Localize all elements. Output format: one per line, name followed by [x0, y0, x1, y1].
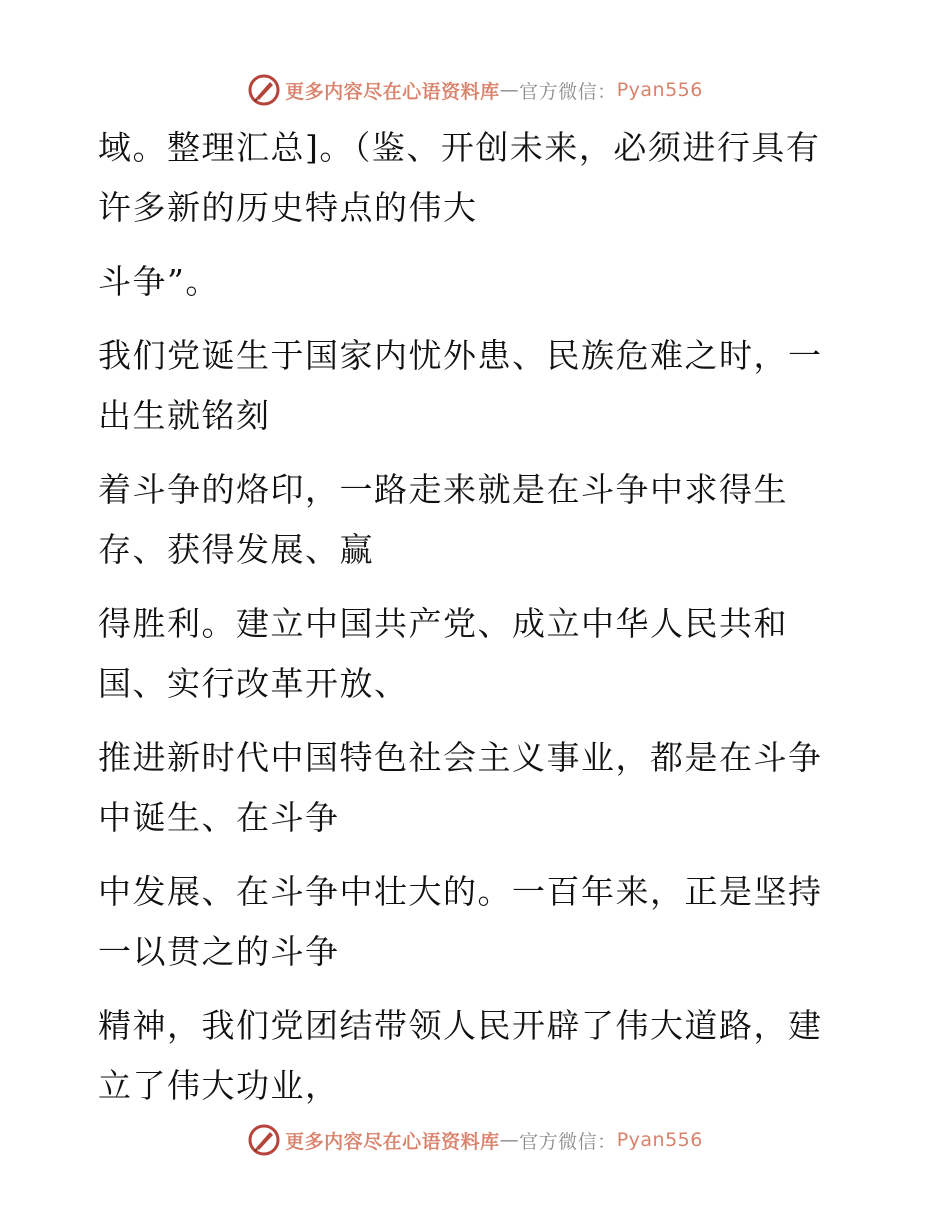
text-line: 立了伟大功业，	[98, 1066, 340, 1105]
text-line: 中发展、在斗争中壮大的。一百年来，正是坚持	[98, 872, 823, 911]
text-line: 精神，我们党团结带领人民开辟了伟大道路，建	[98, 1006, 823, 1045]
text-line: 我们党诞生于国家内忧外患、民族危难之时，一	[98, 336, 823, 375]
paragraph	[98, 594, 858, 714]
footer-watermark	[0, 1120, 950, 1160]
text-line: 一以贯之的斗争	[98, 932, 340, 971]
text-line: 得胜利。建立中国共产党、成立中华人民共和	[98, 604, 788, 643]
watermark-brand: 更多内容尽在心语资料库	[285, 80, 500, 103]
paragraph	[98, 326, 858, 446]
paragraph	[98, 118, 858, 238]
watermark-brand: 更多内容尽在心语资料库	[285, 1130, 500, 1153]
header-watermark	[0, 70, 950, 110]
text-line: 许多新的历史特点的伟大	[98, 188, 478, 227]
text-line: 域。整理汇总]。（鉴、开创未来，必须进行具有	[98, 128, 821, 167]
paragraph	[98, 252, 858, 312]
watermark-separator: —	[499, 79, 520, 101]
paragraph	[98, 728, 858, 848]
feather-pen-logo-icon	[247, 1123, 281, 1157]
text-line: 国、实行改革开放、	[98, 664, 409, 703]
text-line: 着斗争的烙印，一路走来就是在斗争中求得生	[98, 470, 788, 509]
watermark-contact-label: 官方微信：	[519, 1130, 617, 1153]
text-line: 推进新时代中国特色社会主义事业，都是在斗争	[98, 738, 823, 777]
paragraph	[98, 460, 858, 580]
watermark-separator: —	[499, 1129, 520, 1151]
text-line: 斗争”。	[98, 262, 220, 301]
text-line: 出生就铭刻	[98, 396, 271, 435]
text-line: 中诞生、在斗争	[98, 798, 340, 837]
feather-pen-logo-icon	[247, 73, 281, 107]
watermark-contact-id: Pyan556	[616, 1129, 703, 1151]
watermark-contact-label: 官方微信：	[519, 80, 617, 103]
paragraph	[98, 862, 858, 982]
document-body	[98, 118, 858, 1130]
text-line: 存、获得发展、赢	[98, 530, 374, 569]
paragraph	[98, 996, 858, 1116]
watermark-contact-id: Pyan556	[616, 79, 703, 101]
